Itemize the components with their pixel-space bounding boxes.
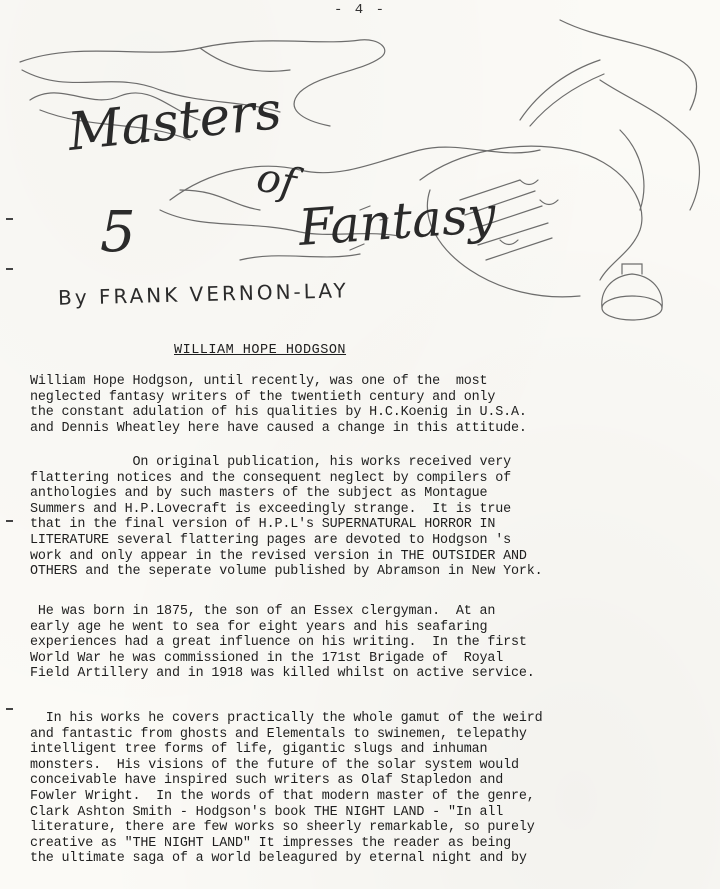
- margin-mark: [6, 268, 13, 270]
- paragraph-4: In his works he covers practically the whole gamut of the weird and fantastic from ghosts and Elementals to swinemen, telepathy intelligent tree forms of life, gigantic slugs and inhuman monsters. His visions of the future of the solar system would conceivable have inspired such writers as Olaf Stapledon and Fowler Wright. In the words of that modern master of the genre, Clark Ashton Smith - Hodgson's book THE NIGHT LAND - "In all literature, there are few works so sheerly remarkable, so purely creative as "THE NIGHT LAND" It impresses the reader as being the ultimate saga of a world beleagured by eternal night and by: [30, 711, 543, 867]
- author-byline: By FRANK VERNON-LAY: [57, 278, 349, 310]
- header-title-line-3: Fantasy: [296, 185, 498, 257]
- paragraph-2: On original publication, his works received very flattering notices and the consequent neglect by compilers of anthologies and by such masters of the subject as Montague Summers and H.P.Lovecraft is exceedingly strange. It is true that in the final version of H.P.L's SUPERNATURAL HORROR IN LITERATURE several flattering pages are devoted to Hodgson 's work and only appear in the revised version in THE OUTSIDER AND OTHERS and the seperate volume published by Abramson in New York.: [30, 455, 543, 580]
- issue-number: 5: [100, 200, 136, 265]
- scroll-flourish-drawing: [20, 20, 699, 320]
- header-title-line-1: Masters: [65, 80, 285, 163]
- section-title: WILLIAM HOPE HODGSON: [174, 343, 347, 358]
- margin-mark: [6, 520, 13, 522]
- margin-mark: [6, 708, 13, 710]
- margin-mark: [6, 218, 13, 220]
- paragraph-1: William Hope Hodgson, until recently, was one of the most neglected fantasy writers of the twentieth century and only the constant adulation of his qualities by H.C.Koenig in U.S.A. and Dennis Wheatley here have caused a change in this attitude.: [30, 374, 527, 436]
- paragraph-3: He was born in 1875, the son of an Essex clergyman. At an early age he went to sea for eight years and his seafaring experiences had a great influence on his writing. In the first World War he was commissioned in the 171st Brigade of Royal Field Artillery and in 1918 was killed whilst on active service.: [30, 604, 535, 682]
- header-title-line-2: of: [253, 154, 300, 207]
- page-number: - 4 -: [334, 2, 387, 18]
